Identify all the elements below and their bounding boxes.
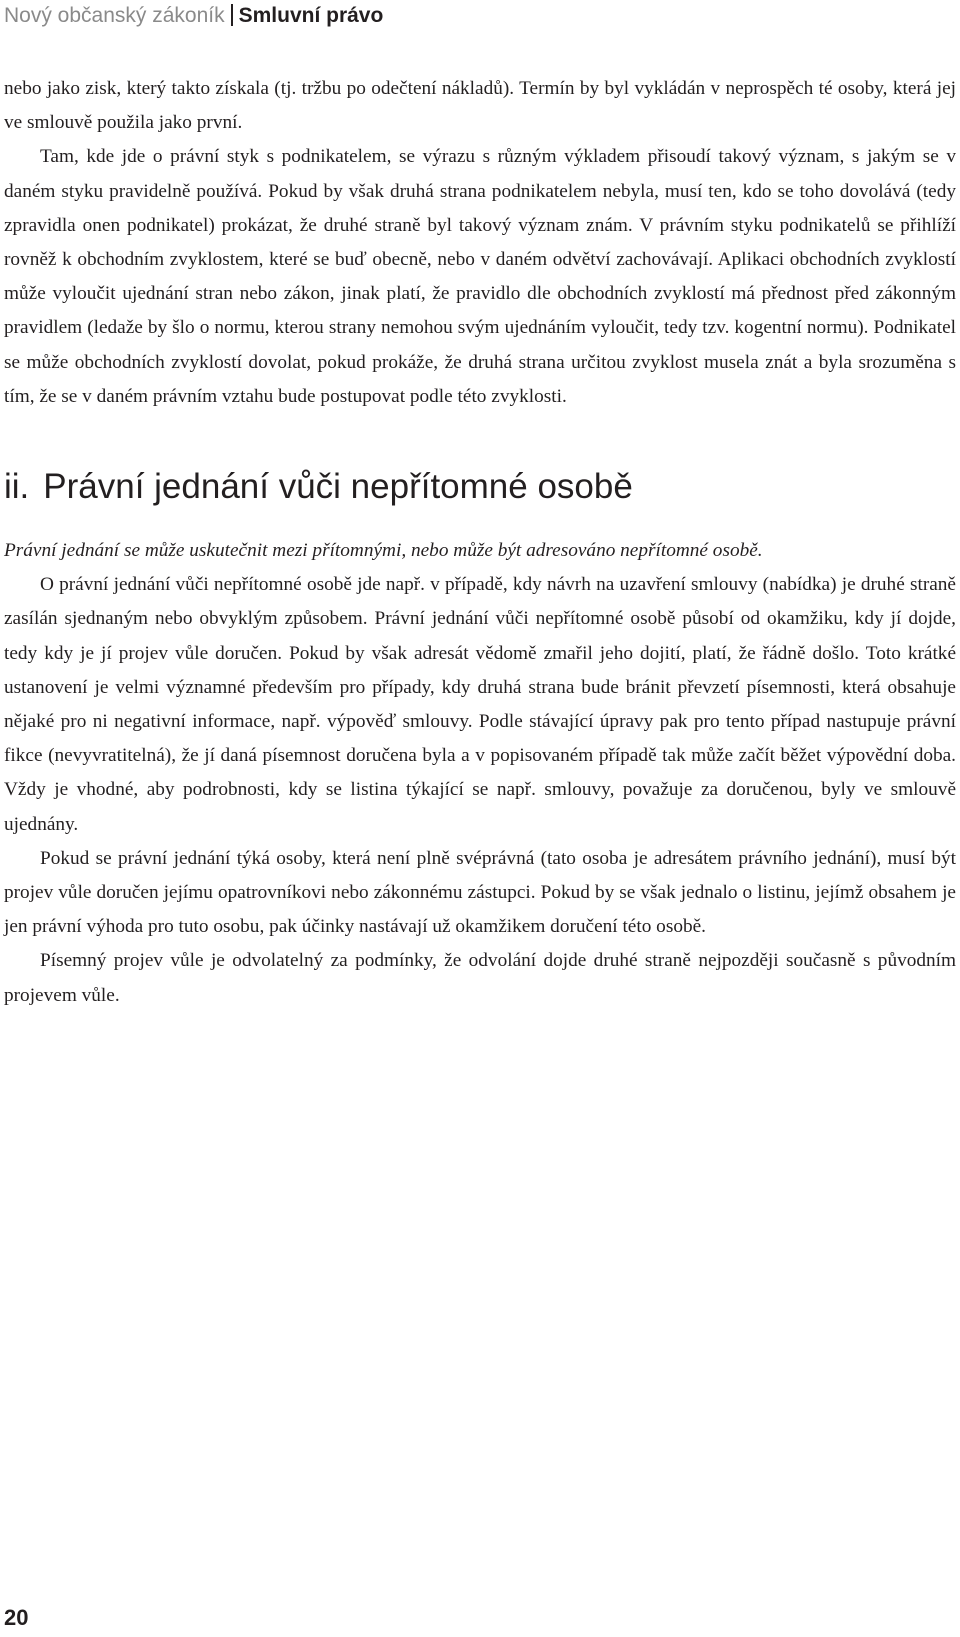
running-header — [4, 2, 383, 30]
header-divider — [231, 4, 233, 26]
book-title: Nový občanský zákoník — [4, 4, 225, 27]
paragraph-continued: nebo jako zisk, který takto získala (tj. tržbu po odečtení nákladů). Termín by byl vykládán v neprospěch té osoby, která jej ve smlouvě použila jako první. — [4, 78, 956, 134]
paragraph-incapacitated-person: Pokud se právní jednání týká osoby, která není plně svéprávná (tato osoba je adresátem právního jednání), musí být projev vůle doručen jejímu opatrovníkovi nebo zákonnému zástupci. Pokud by se však jednalo o listinu, jejímž obsahem je jen právní výhoda pro tuto osobu, pak účinky nastávají už okamžikem doručení této osobě. — [4, 847, 956, 938]
section-title: Právní jednání vůči nepřítomné osobě — [43, 467, 633, 507]
page-content — [4, 72, 956, 1013]
paragraph-business-interpretation: Tam, kde jde o právní styk s podnikatelem, se výrazu s různým výkladem přisoudí takový význam, s jakým se v daném styku pravidelně používá. Pokud by však druhá strana podnikatelem nebyla, musí ten, kdo se toho dovolává (tedy zpravidla onen podnikatel) prokázat, že druhé straně byl takový význam znám. V právním styku podnikatelů se přihlíží rovněž k obchodním zvyklostem, které se buď obecně, nebo v daném odvětví zachovávají. Aplikaci obchodních zvyklostí může vyloučit ujednání stran nebo zákon, jinak platí, že pravidlo dle obchodních zvyklostí má přednost před zákonným pravidlem (ledaže by šlo o normu, kterou strany nemohou svým ujednáním vyloučit, tedy tzv. kogentní normu). Podnikatel se může obchodních zvyklostí dovolat, pokud prokáže, že druhá strana určitou zvyklost musela znát a byla srozuměna s tím, že se v daném právním vztahu bude postupovat podle této zvyklosti. — [4, 146, 956, 407]
chapter-title: Smluvní právo — [238, 4, 384, 27]
paragraph-revocation: Písemný projev vůle je odvolatelný za podmínky, že odvolání dojde druhé straně nejpozději současně s původním projevem vůle. — [4, 950, 956, 1006]
section-lead: Právní jednání se může uskutečnit mezi přítomnými, nebo může být adresováno nepřítomné osobě. — [4, 540, 763, 562]
page-number: 20 — [4, 1605, 29, 1630]
section-number: ii. — [4, 467, 30, 507]
section-heading — [4, 462, 956, 512]
paragraph-absent-person: O právní jednání vůči nepřítomné osobě jde např. v případě, kdy návrh na uzavření smlouvy (nabídka) je druhé straně zasílán sjednaným nebo obvyklým způsobem. Právní jednání vůči nepřítomné osobě působí od okamžiku, kdy jí dojde, tedy kdy je jí projev vůle doručen. Pokud by však adresát vědomě zmařil jeho dojití, platí, že řádně došlo. Toto krátké ustanovení je velmi významné především pro případy, kdy druhá strana bude bránit převzetí písemnosti, která obsahuje nějaké pro ni negativní informace, např. výpověď smlouvy. Podle stávající úpravy pak pro tento případ nastupuje právní fikce (nevyvratitelná), že jí daná písemnost doručena byla a v popisovaném případě tak může začít běžet výpovědní doba. Vždy je vhodné, aby podrobnosti, kdy se listina týkající se např. smlouvy, považuje za doručenou, byly ve smlouvě ujednány. — [4, 574, 956, 835]
